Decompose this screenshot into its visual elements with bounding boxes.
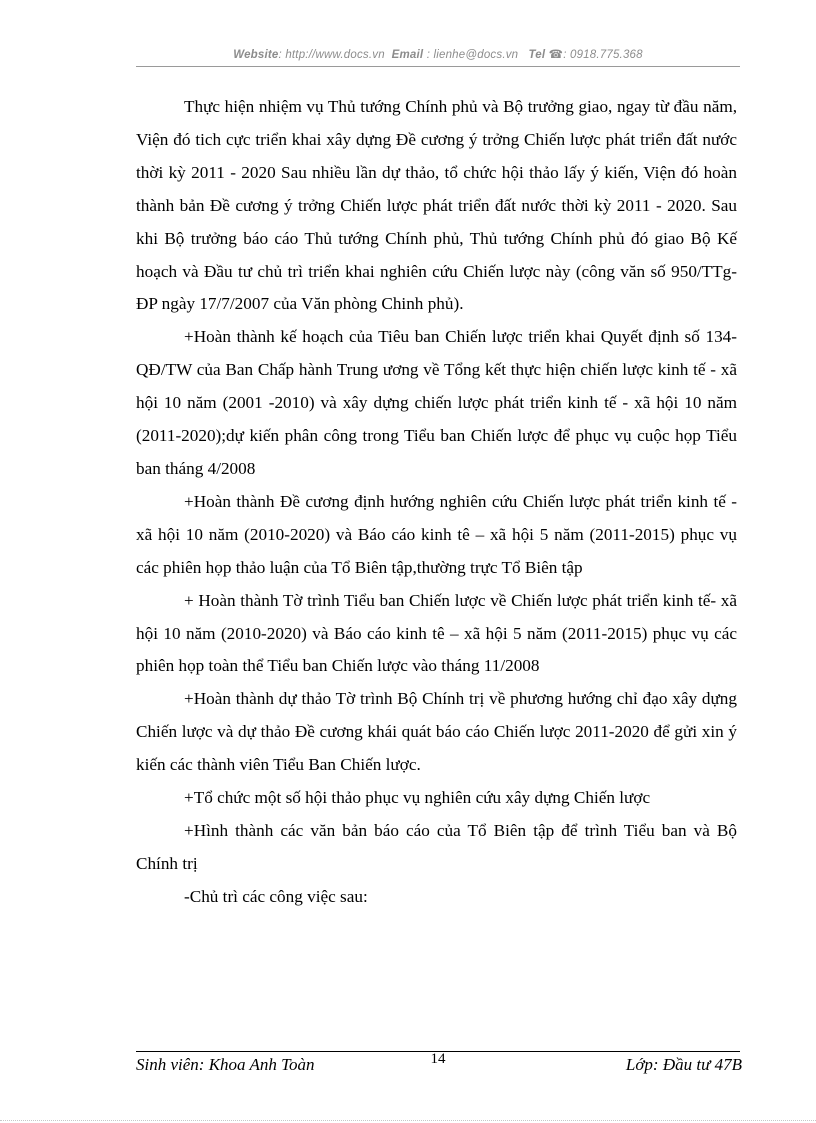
paragraph: +Hình thành các văn bản báo cáo của Tổ Biên tập để trình Tiểu ban và Bộ Chính trị	[136, 820, 737, 873]
website-value: : http://www.docs.vn	[278, 49, 385, 61]
tel-value: : 0918.775.368	[563, 49, 643, 61]
paragraph: +Hoàn thành kế hoạch của Tiêu ban Chiến lược triển khai Quyết định số 134-QĐ/TW của Ban Chấp hành Trung ương về Tổng kết thực hiện chiến lược kinh tế - xã hội 10 năm (2001 -2010) và xây dựng chiến lược phát triển kinh tế - xã hội 10 năm (2011-2020);dự kiến phân công trong Tiểu ban Chiến lược để phục vụ cuộc họp Tiểu ban tháng 4/2008	[136, 327, 737, 478]
paragraph: + Hoàn thành Tờ trình Tiểu ban Chiến lược về Chiến lược phát triển kinh tế- xã hội 10 năm (2010-2020) và Báo cáo kinh tê – xã hội 5 năm (2011-2015) phục vụ các phiên họp toàn thể Tiểu ban Chiến lược vào tháng 11/2008	[136, 590, 737, 676]
page-header	[136, 47, 740, 61]
paragraph: +Tổ chức một số hội thảo phục vụ nghiên cứu xây dựng Chiến lược	[184, 788, 651, 808]
email-label: Email	[391, 49, 424, 61]
page-edge-divider	[0, 1120, 816, 1121]
paragraph: -Chủ trì các công việc sau:	[184, 886, 368, 906]
phone-icon: ☎	[548, 49, 564, 61]
paragraph: +Hoàn thành dự thảo Tờ trình Bộ Chính trị về phương hướng chỉ đạo xây dựng Chiến lược và dự thảo Đề cương khái quát báo cáo Chiến lược 2011-2020 để gửi xin ý kiến các thành viên Tiểu Ban Chiến lược.	[136, 689, 737, 775]
footer-student-name: Sinh viên: Khoa Anh Toàn	[136, 1055, 315, 1074]
website-label: Website	[233, 49, 279, 61]
header-divider	[136, 66, 740, 67]
document-body	[136, 91, 737, 914]
tel-label: Tel	[528, 49, 546, 61]
email-value: : lienhe@docs.vn	[426, 49, 519, 61]
page-number: 14	[430, 1051, 446, 1067]
paragraph: Thực hiện nhiệm vụ Thủ tướng Chính phủ và Bộ trưởng giao, ngay từ đầu năm, Viện đó tich cực triển khai xây dựng Đề cương ý trởng Chiến lược phát triển đất nước thời kỳ 2011 - 2020 Sau nhiều lần dự thảo, tổ chức hội thảo lấy ý kiến, Viện đó hoàn thành bản Đề cương ý trởng Chiến lược phát triển đất nước thời kỳ 2011 - 2020. Sau khi Bộ trưởng báo cáo Thủ tướng Chính phủ, Thủ tướng Chính phủ đó giao Bộ Kế hoạch và Đầu tư chủ trì triển khai nghiên cứu Chiến lược này (công văn số 950/TTg-ĐP ngày 17/7/2007 của Văn phòng Chinh phủ).	[136, 97, 737, 314]
paragraph: +Hoàn thành Đề cương định hướng nghiên cứu Chiến lược phát triển kinh tế - xã hội 10 năm (2010-2020) và Báo cáo kinh tê – xã hội 5 năm (2011-2015) phục vụ các phiên họp thảo luận của Tổ Biên tập,thường trực Tổ Biên tập	[136, 491, 737, 577]
footer-class: Lớp: Đầu tư 47B	[625, 1055, 742, 1074]
